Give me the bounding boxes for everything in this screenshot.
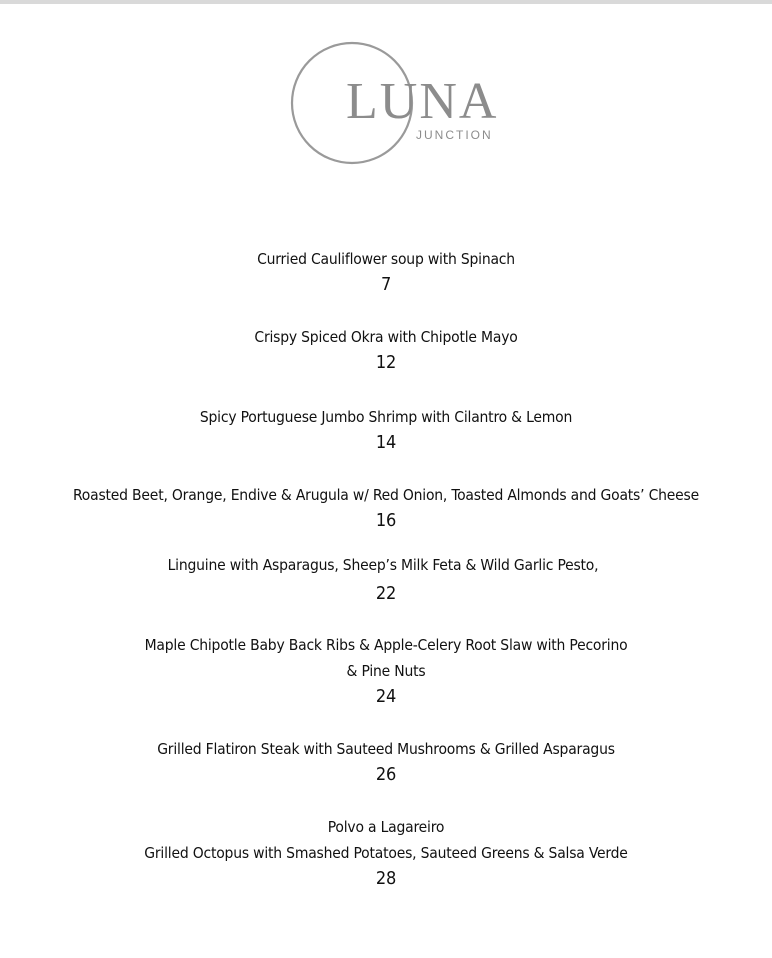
menu-item-name: Curried Cauliflower soup with Spinach	[257, 250, 515, 268]
restaurant-logo	[290, 40, 500, 166]
menu-item-price: 28	[375, 868, 397, 889]
menu-item	[0, 632, 772, 710]
menu-item-description: Grilled Octopus with Smashed Potatoes, Sauteed Greens & Salsa Verde	[144, 844, 628, 862]
top-border	[0, 0, 772, 4]
menu-item-price: 7	[380, 274, 392, 295]
menu-item-price: 26	[375, 764, 397, 785]
logo-subtitle: JUNCTION	[416, 128, 493, 142]
menu-item-price: 16	[375, 510, 397, 531]
menu-item	[0, 404, 772, 456]
menu-item	[0, 246, 772, 298]
menu-item-name: Maple Chipotle Baby Back Ribs & Apple-Celery Root Slaw with Pecorino	[144, 636, 628, 654]
menu-item	[0, 552, 772, 607]
menu-item-name: Grilled Flatiron Steak with Sauteed Mushrooms & Grilled Asparagus	[157, 740, 615, 758]
logo-wordmark: LUNA	[346, 73, 499, 130]
menu-item-price: 22	[375, 583, 397, 604]
menu-item	[0, 482, 772, 534]
menu-item-name-continued: & Pine Nuts	[346, 662, 426, 680]
menu-item-name: Spicy Portuguese Jumbo Shrimp with Cilantro & Lemon	[199, 408, 573, 426]
menu-item-price: 12	[375, 352, 397, 373]
menu-item-name: Crispy Spiced Okra with Chipotle Mayo	[254, 328, 518, 346]
menu-item-name: Polvo a Lagareiro	[327, 818, 445, 836]
menu-item-name: Roasted Beet, Orange, Endive & Arugula w/ Red Onion, Toasted Almonds and Goats’ Cheese	[73, 486, 699, 504]
menu-item-price: 24	[375, 686, 397, 707]
menu-item-name: Linguine with Asparagus, Sheep’s Milk Feta & Wild Garlic Pesto,	[167, 556, 599, 574]
menu-item	[0, 736, 772, 788]
menu-item	[0, 324, 772, 376]
menu-item	[0, 814, 772, 892]
menu-item-price: 14	[375, 432, 397, 453]
